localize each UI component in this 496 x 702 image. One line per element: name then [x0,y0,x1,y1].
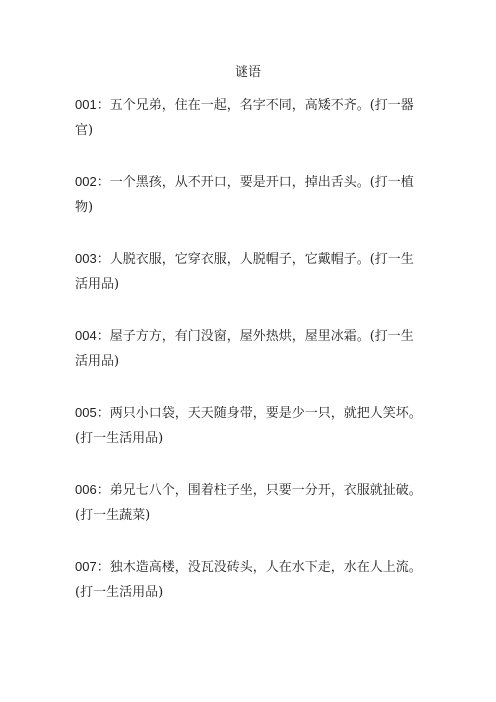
riddle-item: 004：屋子方方，有门没窗，屋外热烘，屋里冰霜。(打一生活用品) [75,328,414,369]
riddle-item: 005：两只小口袋，天天随身带，要是少一只，就把人笑坏。(打一生活用品) [75,405,422,446]
riddle-number: 001 [75,97,97,112]
riddle-item: 002：一个黑孩，从不开口，要是开口，掉出舌头。(打一植物) [75,174,414,215]
riddle-text: 人脱衣服，它穿衣服，人脱帽子，它戴帽子。(打一生活用品) [75,252,414,292]
riddle-number: 003 [75,251,97,266]
riddle-item: 006：弟兄七八个，围着柱子坐，只要一分开，衣服就扯破。(打一生蔬菜) [75,482,422,523]
riddle-text: 一个黑孩，从不开口，要是开口，掉出舌头。(打一植物) [75,175,414,215]
riddle-item: 001：五个兄弟，住在一起，名字不同，高矮不齐。(打一器官) [75,97,414,138]
riddle-number: 005 [75,405,97,420]
riddle-list [75,92,425,631]
riddle-text: 两只小口袋，天天随身带，要是少一只，就把人笑坏。(打一生活用品) [75,406,422,446]
riddle-number: 002 [75,174,97,189]
riddle-text: 独木造高楼，没瓦没砖头，人在水下走，水在人上流。(打一生活用品) [75,560,422,600]
riddle-text: 五个兄弟，住在一起，名字不同，高矮不齐。(打一器官) [75,98,414,138]
riddle-text: 屋子方方，有门没窗，屋外热烘，屋里冰霜。(打一生活用品) [75,329,414,369]
riddle-number: 007 [75,559,97,574]
riddle-number: 006 [75,482,97,497]
riddle-item: 003：人脱衣服，它穿衣服，人脱帽子，它戴帽子。(打一生活用品) [75,251,414,292]
riddle-text: 弟兄七八个，围着柱子坐，只要一分开，衣服就扯破。(打一生蔬菜) [75,483,422,523]
riddle-number: 004 [75,328,97,343]
page-title: 谜语 [234,65,261,80]
riddle-item: 007：独木造高楼，没瓦没砖头，人在水下走，水在人上流。(打一生活用品) [75,559,422,600]
